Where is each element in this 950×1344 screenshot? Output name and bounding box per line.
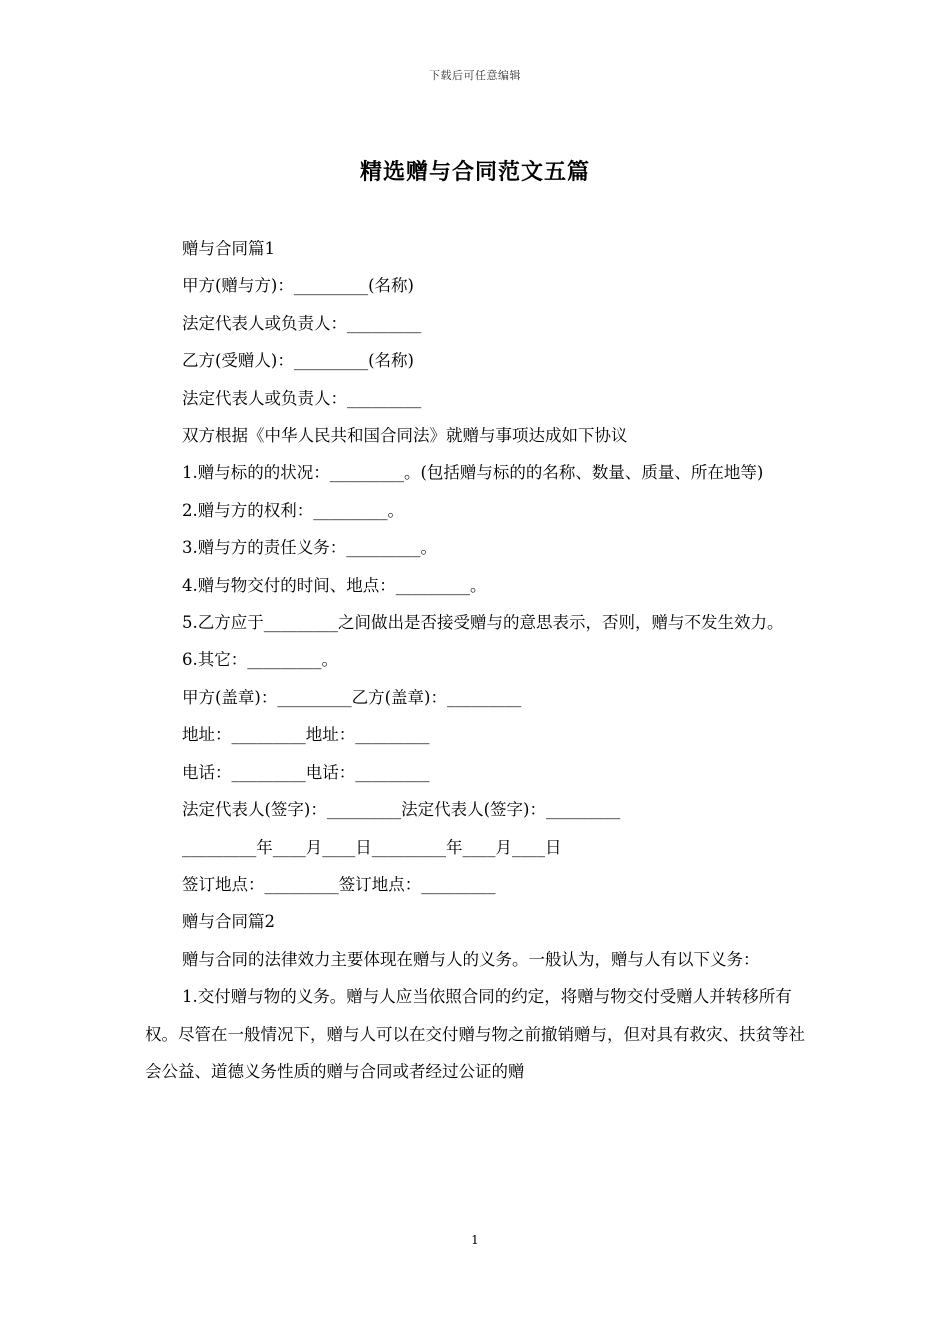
clause-4: 4.赠与物交付的时间、地点：_________。 [182,575,487,595]
party-a-line: 甲方(赠与方)：_________(名称) [182,276,414,296]
clause-1: 1.赠与标的的状况：_________。(包括赠与标的的名称、数量、质量、所在地等) [182,463,764,483]
party-b-rep-line: 法定代表人或负责人：_________ [182,388,422,408]
phone-line: 电话：_________电话：_________ [182,762,430,782]
clause-3: 3.赠与方的责任义务：_________。 [182,538,437,558]
document-body [145,230,807,1090]
clause-2: 2.赠与方的权利：_________。 [182,500,404,520]
date-line: _________年____月____日_________年____月____日 [182,837,562,857]
obligations-intro: 赠与合同的法律效力主要体现在赠与人的义务。一般认为，赠与人有以下义务： [182,949,760,969]
section-heading-1: 赠与合同篇1 [182,239,275,258]
page-number: 1 [471,1233,479,1247]
section-heading-2: 赠与合同篇2 [182,912,275,932]
party-b-line: 乙方(受赠人)：_________(名称) [182,351,414,371]
obligation-1: 1.交付赠与物的义务。赠与人应当依照合同的约定，将赠与物交付受赠人并转移所有权。尽管在一般情况下，赠与人可以在交付赠与物之前撤销赠与，但对具有救灾、扶贫等社会公益、道德义务性质的赠与合同或者经过公证的赠 [145,987,805,1081]
signing-place-line: 签订地点：_________签订地点：_________ [182,874,496,894]
clause-5: 5.乙方应于_________之间做出是否接受赠与的意思表示，否则，赠与不发生效力。 [182,613,784,633]
page-header-note: 下载后可任意编辑 [429,69,521,82]
signature-line: 法定代表人(签字)：_________法定代表人(签字)：_________ [182,800,621,820]
address-line: 地址：_________地址：_________ [182,725,430,745]
document-title: 精选赠与合同范文五篇 [359,159,590,185]
party-a-rep-line: 法定代表人或负责人：_________ [182,313,422,333]
clause-6: 6.其它：_________。 [182,650,338,670]
agreement-intro: 双方根据《中华人民共和国合同法》就赠与事项达成如下协议 [182,426,628,446]
seal-line: 甲方(盖章)：_________乙方(盖章)：_________ [182,687,522,707]
